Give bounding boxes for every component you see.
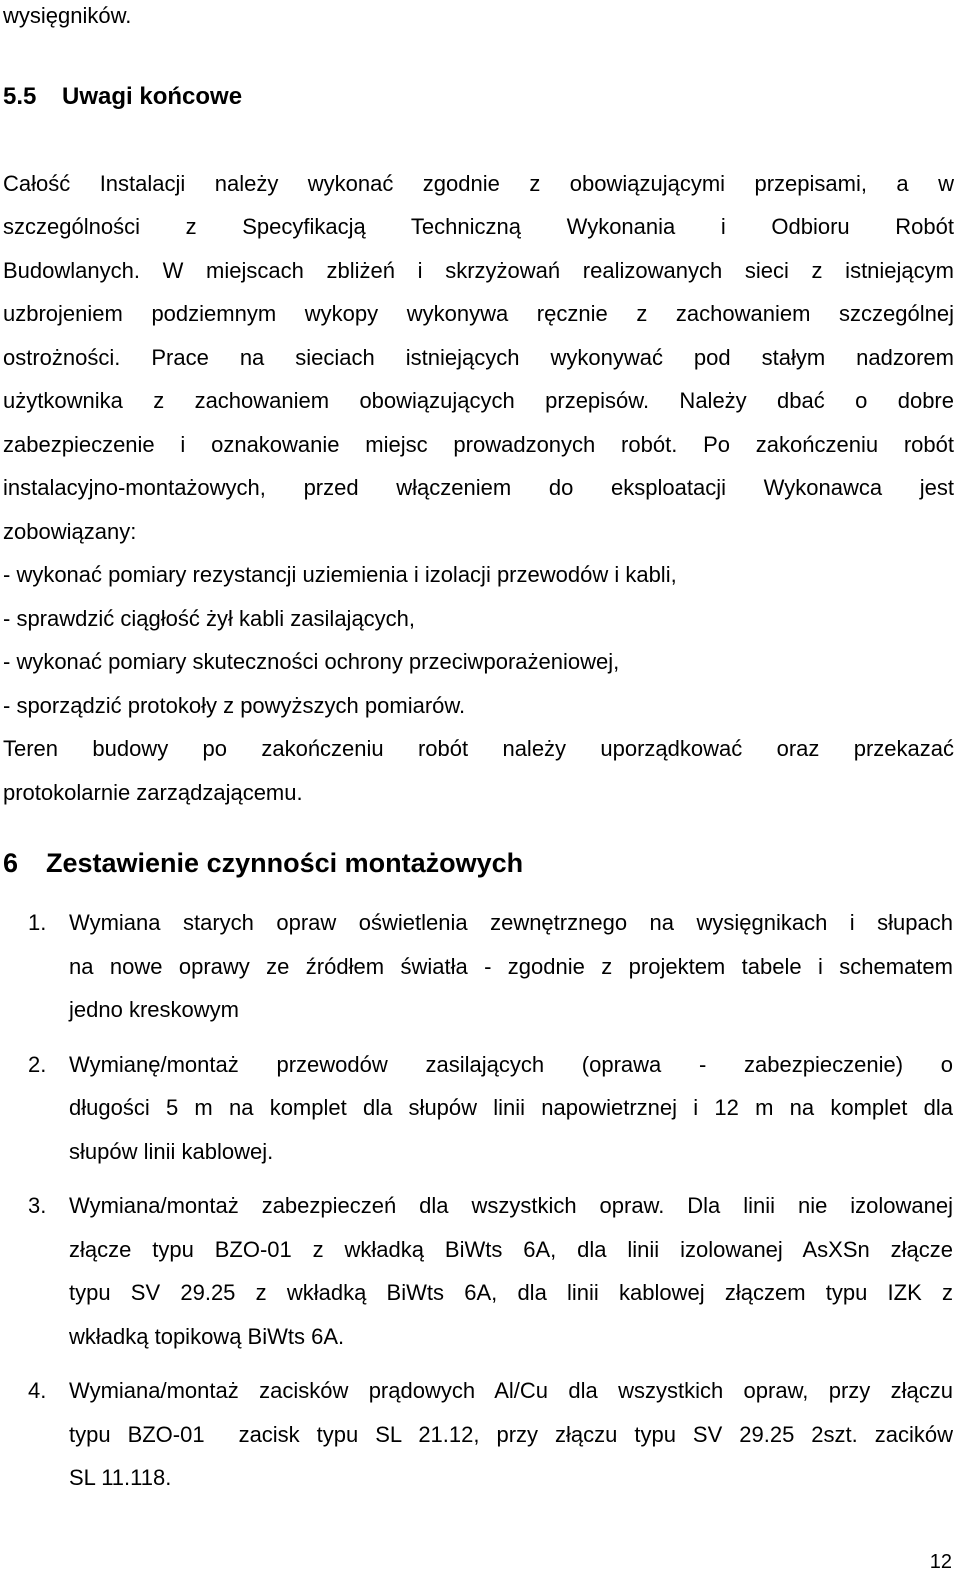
list-item-line: Wymiana/montaż zabezpieczeń dla wszystkich opraw. Dla linii nie izolowanej (69, 1193, 953, 1218)
dash-list-item: - sprawdzić ciągłość żył kabli zasilających, (3, 606, 416, 631)
closing-line: protokolarnie zarządzającemu. (3, 780, 303, 805)
dash-list-item: - wykonać pomiary rezystancji uziemienia i izolacji przewodów i kabli, (3, 562, 677, 587)
paragraph-line: ostrożności. Prace na sieciach istniejących wykonywać pod stałym nadzorem (3, 345, 954, 370)
list-item-line: złącze typu BZO-01 z wkładką BiWts 6A, dla linii izolowanej AsXSn złącze (69, 1237, 953, 1262)
paragraph-line: zobowiązany: (3, 519, 137, 544)
list-item-line: Wymiana/montaż zacisków prądowych Al/Cu dla wszystkich opraw, przy złączu (69, 1378, 953, 1403)
list-item-line: jedno kreskowym (69, 997, 239, 1022)
paragraph-line: zabezpieczenie i oznakowanie miejsc prowadzonych robót. Po zakończeniu robót (3, 432, 954, 457)
section-number: 6 (3, 848, 19, 878)
list-item-line: SL 11.118. (69, 1465, 172, 1490)
dash-list-item: - sporządzić protokoły z powyższych pomiarów. (3, 693, 466, 718)
page-number: 12 (929, 1551, 952, 1573)
paragraph-line: szczególności z Specyfikacją Techniczną Wykonania i Odbioru Robót (3, 214, 954, 239)
section-6-heading (3, 841, 523, 885)
paragraph-line: uzbrojeniem podziemnym wykopy wykonywa ręcznie z zachowaniem szczególnej (3, 301, 954, 326)
closing-line: Teren budowy po zakończeniu robót należy uporządkować oraz przekazać (3, 736, 954, 761)
list-item-line: na nowe oprawy ze źródłem światła - zgodnie z projektem tabele i schematem (69, 954, 953, 979)
top-fragment: wysięgników. (3, 3, 132, 28)
paragraph-line: Budowlanych. W miejscach zbliżeń i skrzyżowań realizowanych sieci z istniejącym (3, 258, 954, 283)
list-item-line: typu BZO-01 zacisk typu SL 21.12, przy złączu typu SV 29.25 2szt. zacików (69, 1422, 953, 1447)
section-title: Zestawienie czynności montażowych (46, 848, 524, 878)
list-item-line: typu SV 29.25 z wkładką BiWts 6A, dla linii kablowej złączem typu IZK z (69, 1280, 953, 1305)
list-item-number: 4. (28, 1378, 47, 1403)
list-item-line: wkładką topikową BiWts 6A. (69, 1324, 345, 1349)
section-title: Uwagi końcowe (62, 83, 243, 110)
list-item-line: Wymiana starych opraw oświetlenia zewnętrznego na wysięgnikach i słupach (69, 910, 953, 935)
list-item-line: długości 5 m na komplet dla słupów linii napowietrznej i 12 m na komplet dla (69, 1095, 953, 1120)
list-item-line: słupów linii kablowej. (69, 1139, 274, 1164)
list-item-number: 1. (28, 910, 47, 935)
dash-list-item: - wykonać pomiary skuteczności ochrony przeciwporażeniowej, (3, 649, 620, 674)
section-number: 5.5 (3, 83, 37, 110)
paragraph-line: instalacyjno-montażowych, przed włączeniem do eksploatacji Wykonawca jest (3, 475, 954, 500)
list-item-number: 3. (28, 1193, 47, 1218)
section-5-5-heading (3, 75, 242, 119)
list-item-line: Wymianę/montaż przewodów zasilających (oprawa - zabezpieczenie) o (69, 1052, 953, 1077)
list-item-number: 2. (28, 1052, 47, 1077)
paragraph-line: użytkownika z zachowaniem obowiązujących przepisów. Należy dbać o dobre (3, 388, 954, 413)
paragraph-line: Całość Instalacji należy wykonać zgodnie z obowiązującymi przepisami, a w (3, 171, 954, 196)
